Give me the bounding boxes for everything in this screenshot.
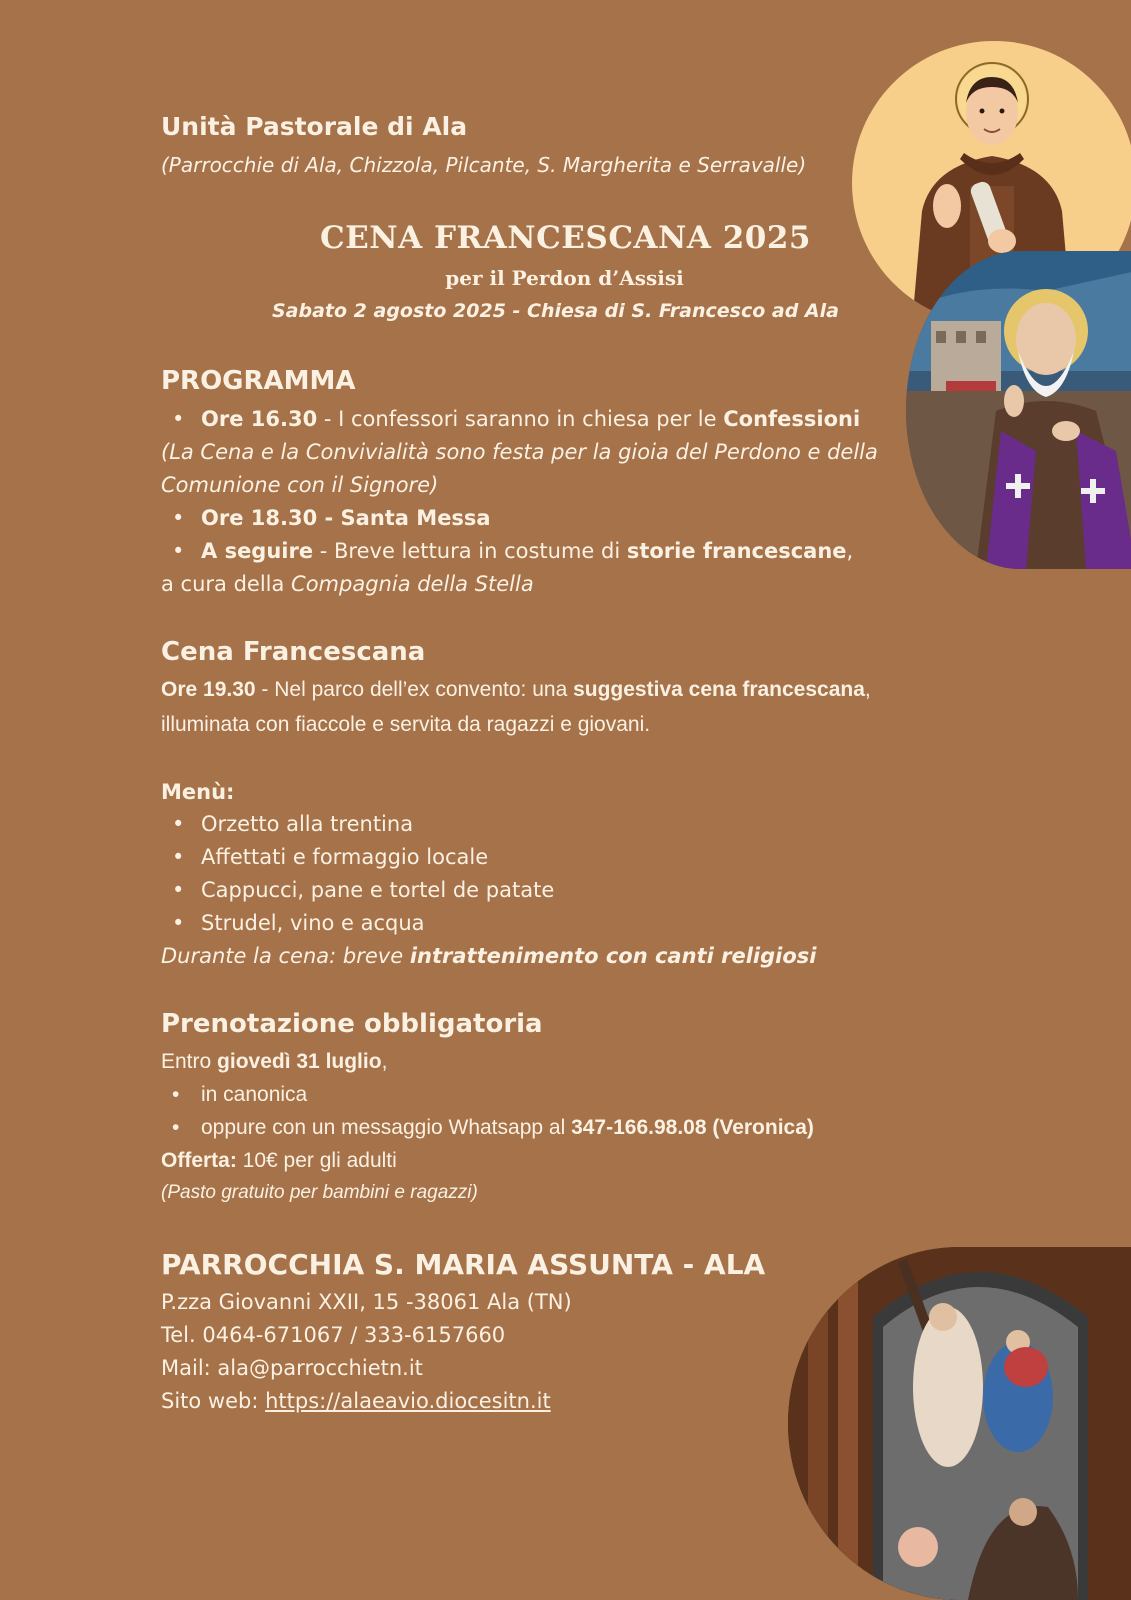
resurrection-painting-image — [788, 1247, 1131, 1600]
prenotazione-entro: Entro giovedì 31 luglio, — [161, 1050, 388, 1073]
event-subtitle: per il Perdon d’Assisi — [445, 266, 684, 290]
menu-note: Durante la cena: breve intrattenimento con canti religiosi — [161, 944, 817, 968]
org-title: Unità Pastorale di Ala — [161, 112, 468, 141]
programma-item-3-line2: a cura della Compagnia della Stella — [161, 572, 534, 596]
offerta: Offerta: 10€ per gli adulti — [161, 1149, 397, 1172]
saint-statue-image — [906, 251, 1131, 569]
parish-heading: PARROCCHIA S. MARIA ASSUNTA - ALA — [161, 1248, 766, 1281]
event-title: CENA FRANCESCANA 2025 — [319, 220, 811, 256]
parish-address: P.zza Giovanni XXII, 15 -38061 Ala (TN) — [161, 1290, 572, 1314]
parish-web: Sito web: https://alaeavio.diocesitn.it — [161, 1389, 551, 1413]
prenotazione-heading: Prenotazione obbligatoria — [161, 1009, 543, 1039]
cena-heading: Cena Francescana — [161, 637, 426, 667]
cena-line2: illuminata con fiaccole e servita da ragazzi e giovani. — [161, 713, 651, 736]
org-parishes: (Parrocchie di Ala, Chizzola, Pilcante, S. Margherita e Serravalle) — [161, 153, 807, 177]
programma-heading: PROGRAMMA — [161, 366, 356, 396]
cena-line1: Ore 19.30 - Nel parco dell’ex convento: una suggestiva cena francescana, — [161, 678, 871, 701]
offerta-note: (Pasto gratuito per bambini e ragazzi) — [161, 1182, 478, 1203]
parish-mail: Mail: ala@parrocchietn.it — [161, 1356, 423, 1380]
programma-note-line1: (La Cena e la Convivialità sono festa per la gioia del Perdono e della — [161, 440, 878, 464]
website-link[interactable]: https://alaeavio.diocesitn.it — [265, 1389, 551, 1413]
event-date: Sabato 2 agosto 2025 - Chiesa di S. Francesco ad Ala — [272, 300, 839, 322]
flyer-page: Unità Pastorale di Ala (Parrocchie di Ala, Chizzola, Pilcante, S. Margherita e Serravalle) CENA FRANCESCANA 2025 per il Perdon d’Assisi Sabato 2 agosto 2025 - Chiesa di S. Francesco ad Ala PROGRAMMA • Ore 16.30 - I confessori saranno in chiesa per le Confessioni (La Cena e la Convivialità sono festa per la gioia del Perdono e della Comunione con il Signore) • Ore 18.30 - Santa Messa • A seguire - Breve lettura in costume di storie francescane, a cura della Compagnia della Stella Cena Francescana Ore 19.30 - Nel parco dell’ex convento: una suggestiva cena francescana, illuminata con fiaccole e servita da ragazzi e giovani. Menù: • Orzetto alla trentina • Affettati e formaggio locale • Cappucci, pane e tortel de patate • Strudel, vino e acqua Durante la cena: breve intrattenimento con canti religiosi Prenotazione obbligatoria Entro giovedì 31 luglio, • in canonica • oppure con un messaggio Whatsapp al 347-166.98.08 (Veronica) Offerta: 10€ per gli adulti (Pasto gratuito per bambini e ragazzi) PARROCCHIA S. MARIA ASSUNTA - ALA P.zza Giovanni XXII, 15 -38061 Ala (TN) Tel. 0464-671067 / 333-6157660 Mail: ala@parrocchietn.it Sito web: https://alaeavio.diocesitn.it — [0, 0, 1131, 1600]
saint-statue-illustration — [906, 251, 1131, 569]
resurrection-painting-illustration — [788, 1247, 1131, 1600]
programma-note-line2: Comunione con il Signore) — [161, 473, 439, 497]
menu-heading: Menù: — [161, 780, 235, 804]
parish-phone: Tel. 0464-671067 / 333-6157660 — [161, 1323, 506, 1347]
